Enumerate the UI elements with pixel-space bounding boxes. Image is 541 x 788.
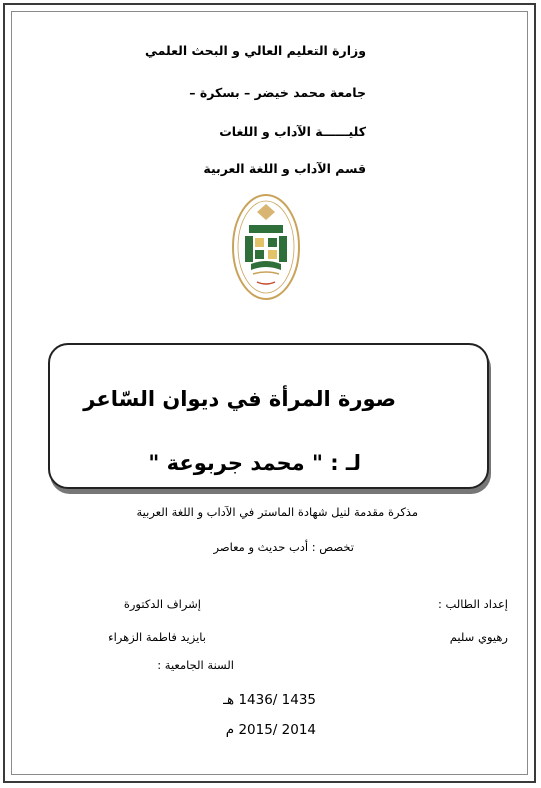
poet-name: لـ : " محمد جربوعة " bbox=[148, 451, 361, 475]
hijri-year: 1435 /1436 هـ bbox=[223, 692, 316, 708]
specialization: تخصص : أدب حديث و معاصر bbox=[213, 540, 354, 554]
thesis-title: صورة المرأة في ديوان السّاعر bbox=[83, 387, 396, 411]
student-name: رهيوي سليم bbox=[449, 630, 508, 644]
gregorian-year: 2014 /2015 م bbox=[225, 722, 316, 738]
department-line: قسم الآداب و اللغة العربية bbox=[203, 161, 366, 176]
memo-description: مذكرة مقدمة لنيل شهادة الماستر في الآداب و اللغة العربية bbox=[136, 505, 418, 519]
prepared-by-label: إعداد الطالب : bbox=[437, 597, 508, 611]
supervisor-name: بايزيد فاطمة الزهراء bbox=[108, 630, 206, 644]
university-line: جامعة محمد خيضر – بسكرة – bbox=[189, 85, 366, 100]
faculty-line: كليــــــة الآداب و اللغات bbox=[219, 124, 366, 139]
supervision-label: إشراف الدكتورة bbox=[123, 597, 201, 611]
university-logo bbox=[231, 192, 301, 302]
ministry-line: وزارة التعليم العالي و البحث العلمي bbox=[144, 43, 366, 58]
academic-year-label: السنة الجامعية : bbox=[157, 658, 234, 672]
